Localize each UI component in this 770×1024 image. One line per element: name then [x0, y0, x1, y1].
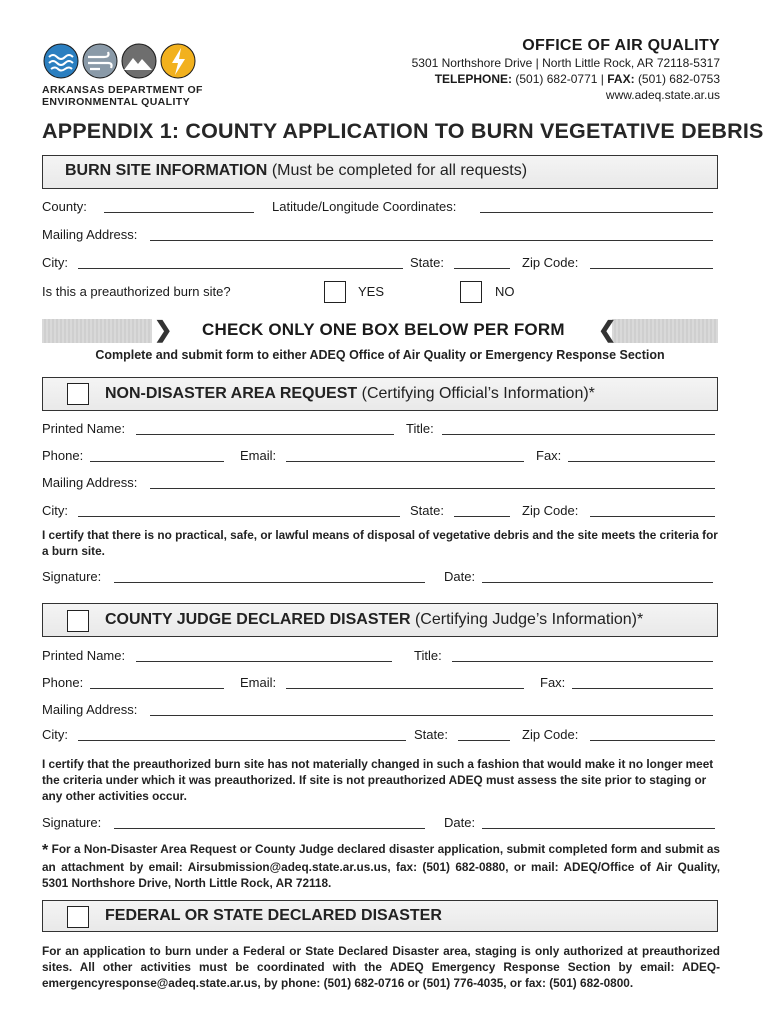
- agency-name: [42, 84, 203, 108]
- check-one-banner: [42, 319, 718, 343]
- nd-date-field[interactable]: [482, 582, 713, 583]
- zip-label: Zip Code:: [522, 255, 579, 270]
- cj-signature-field[interactable]: [114, 828, 425, 829]
- mountain-icon: [122, 44, 156, 78]
- wind-icon: [83, 44, 117, 78]
- non-disaster-section-header: [42, 377, 718, 411]
- nd-email-field[interactable]: [286, 461, 524, 462]
- no-checkbox[interactable]: [460, 281, 482, 303]
- cj-zip-field[interactable]: [590, 740, 715, 741]
- nd-title-label: Title:: [406, 421, 434, 436]
- fax-label: FAX:: [607, 72, 635, 86]
- banner-grey-right: [612, 319, 718, 343]
- cj-phone-field[interactable]: [90, 688, 224, 689]
- cj-mailing-row: [42, 702, 718, 720]
- office-block: [412, 37, 720, 103]
- office-title: OFFICE OF AIR QUALITY: [522, 37, 720, 54]
- nd-printed-name-label: Printed Name:: [42, 421, 126, 436]
- non-disaster-title-text: NON-DISASTER AREA REQUEST: [105, 385, 358, 402]
- nd-mailing-label: Mailing Address:: [42, 475, 138, 490]
- county-judge-section-header: [42, 603, 718, 637]
- adeq-logo: [42, 42, 198, 82]
- nd-fax-field[interactable]: [568, 461, 715, 462]
- cj-email-label: Email:: [240, 675, 277, 690]
- latlong-field[interactable]: [480, 212, 713, 213]
- city-row: [42, 255, 718, 273]
- nd-email-label: Email:: [240, 448, 277, 463]
- nd-signature-row: [42, 569, 718, 587]
- county-label: County:: [42, 199, 87, 214]
- latlong-label: Latitude/Longitude Coordinates:: [272, 199, 457, 214]
- cj-mailing-field[interactable]: [150, 715, 713, 716]
- telephone-value: (501) 682-0771: [515, 72, 598, 86]
- cj-mailing-label: Mailing Address:: [42, 702, 138, 717]
- agency-line-2: ENVIRONMENTAL QUALITY: [42, 96, 191, 108]
- state-field[interactable]: [454, 268, 510, 269]
- cj-fax-label: Fax:: [540, 675, 566, 690]
- federal-section-header: [42, 900, 718, 932]
- footnote: [42, 841, 720, 891]
- cj-signature-row: [42, 815, 718, 833]
- mailing-label: Mailing Address:: [42, 227, 138, 242]
- nd-contact-row: [42, 448, 718, 466]
- cj-state-field[interactable]: [458, 740, 510, 741]
- nd-city-row: [42, 503, 718, 521]
- nd-certify-text: I certify that there is no practical, safe, or lawful means of disposal of vegetative debris and the site meets the criteria for a burn site.: [42, 528, 718, 558]
- mailing-row: [42, 227, 718, 245]
- nd-signature-label: Signature:: [42, 569, 102, 584]
- nd-mailing-field[interactable]: [150, 488, 715, 489]
- cj-title-field[interactable]: [452, 661, 713, 662]
- no-label: NO: [495, 284, 515, 299]
- office-phone-fax: [412, 71, 720, 87]
- burn-site-section-header: [42, 155, 718, 189]
- chevron-right-icon: ❯: [154, 317, 173, 342]
- city-field[interactable]: [78, 268, 403, 269]
- nd-phone-field[interactable]: [90, 461, 224, 462]
- nd-date-label: Date:: [444, 569, 476, 584]
- cj-date-field[interactable]: [482, 828, 715, 829]
- preauth-question: Is this a preauthorized burn site?: [42, 284, 231, 299]
- zip-field[interactable]: [590, 268, 713, 269]
- nd-name-row: [42, 421, 718, 439]
- nd-zip-label: Zip Code:: [522, 503, 579, 518]
- footnote-star: *: [42, 842, 49, 859]
- footnote-text: For a Non-Disaster Area Request or County Judge declared disaster application, submit completed form and submit as an attachment by email: Airsubmission@adeq.state.ar.us.us, fax: (501) 682-0880, or mail: ADEQ/Office of Air Quality, 5301 Northshore Drive, North Little Rock, AR 72118.: [42, 842, 720, 890]
- mailing-field[interactable]: [150, 240, 713, 241]
- cj-zip-label: Zip Code:: [522, 727, 579, 742]
- county-field[interactable]: [104, 212, 254, 213]
- cj-city-field[interactable]: [78, 740, 406, 741]
- fax-value: (501) 682-0753: [637, 72, 720, 86]
- nd-state-label: State:: [410, 503, 444, 518]
- cj-contact-row: [42, 675, 718, 693]
- non-disaster-checkbox[interactable]: [67, 383, 89, 405]
- county-judge-title-note: (Certifying Judge’s Information)*: [414, 611, 644, 628]
- county-judge-checkbox[interactable]: [67, 610, 89, 632]
- nd-phone-label: Phone:: [42, 448, 84, 463]
- cj-certify-text: I certify that the preauthorized burn site has not materially changed in such a fashion that would make it no longer meet the criteria under which it was preauthorized. If site is not preauthorized ADEQ must assess the site prior to staging or any other activities occur.: [42, 757, 714, 803]
- office-address: 5301 Northshore Drive | North Little Rock, AR 72118-5317: [411, 56, 720, 70]
- cj-city-row: [42, 727, 718, 745]
- cj-printed-name-label: Printed Name:: [42, 648, 126, 663]
- nd-state-field[interactable]: [454, 516, 510, 517]
- nd-zip-field[interactable]: [590, 516, 715, 517]
- cj-state-label: State:: [414, 727, 448, 742]
- nd-city-label: City:: [42, 503, 68, 518]
- telephone-label: TELEPHONE:: [434, 72, 513, 86]
- cj-name-row: [42, 648, 718, 666]
- nd-fax-label: Fax:: [536, 448, 562, 463]
- nd-city-field[interactable]: [78, 516, 400, 517]
- cj-city-label: City:: [42, 727, 68, 742]
- nd-title-field[interactable]: [442, 434, 715, 435]
- city-label: City:: [42, 255, 68, 270]
- agency-line-1: ARKANSAS DEPARTMENT OF: [42, 84, 203, 96]
- cj-phone-label: Phone:: [42, 675, 84, 690]
- lightning-icon: [161, 44, 195, 78]
- nd-signature-field[interactable]: [114, 582, 425, 583]
- water-icon: [44, 44, 78, 78]
- federal-text: For an application to burn under a Federal or State Declared Disaster area, staging is only authorized at preauthorized sites. All other activities must be coordinated with the ADEQ Emergency Response Section by email: ADEQ-emergencyresponse@adeq.state.ar.us, by phone: (501) 682-0716 or (501) 776-4035, or fax: (501) 682-0800.: [42, 944, 720, 990]
- form-title: APPENDIX 1: COUNTY APPLICATION TO BURN VEGETATIVE DEBRIS: [42, 119, 764, 143]
- burn-site-title: [65, 162, 527, 180]
- cj-signature-label: Signature:: [42, 815, 102, 830]
- preauth-row: [42, 284, 718, 302]
- federal-checkbox[interactable]: [67, 906, 89, 928]
- cj-date-label: Date:: [444, 815, 476, 830]
- county-judge-title-text: COUNTY JUDGE DECLARED DISASTER: [105, 611, 411, 628]
- federal-title: FEDERAL OR STATE DECLARED DISASTER: [105, 907, 442, 924]
- county-judge-title: [105, 611, 643, 629]
- cj-email-field[interactable]: [286, 688, 524, 689]
- banner-grey-left: [42, 319, 152, 343]
- chevron-left-icon: ❮: [598, 317, 617, 342]
- county-row: [42, 199, 718, 217]
- state-label: State:: [410, 255, 444, 270]
- cj-fax-field[interactable]: [572, 688, 713, 689]
- yes-checkbox[interactable]: [324, 281, 346, 303]
- office-website: www.adeq.state.ar.us: [605, 88, 720, 102]
- banner-text: CHECK ONLY ONE BOX BELOW PER FORM: [202, 320, 565, 339]
- yes-label: YES: [358, 284, 385, 299]
- nd-printed-name-field[interactable]: [136, 434, 394, 435]
- separator: |: [600, 72, 604, 86]
- non-disaster-title-note: (Certifying Official’s Information)*: [361, 385, 595, 402]
- burn-site-title-note: (Must be completed for all requests): [271, 162, 528, 179]
- nd-mailing-row: [42, 475, 718, 493]
- banner-subtitle: Complete and submit form to either ADEQ Office of Air Quality or Emergency Response Section: [95, 348, 665, 362]
- cj-printed-name-field[interactable]: [136, 661, 392, 662]
- burn-site-title-text: BURN SITE INFORMATION: [65, 162, 268, 179]
- cj-title-label: Title:: [414, 648, 442, 663]
- non-disaster-title: [105, 385, 595, 403]
